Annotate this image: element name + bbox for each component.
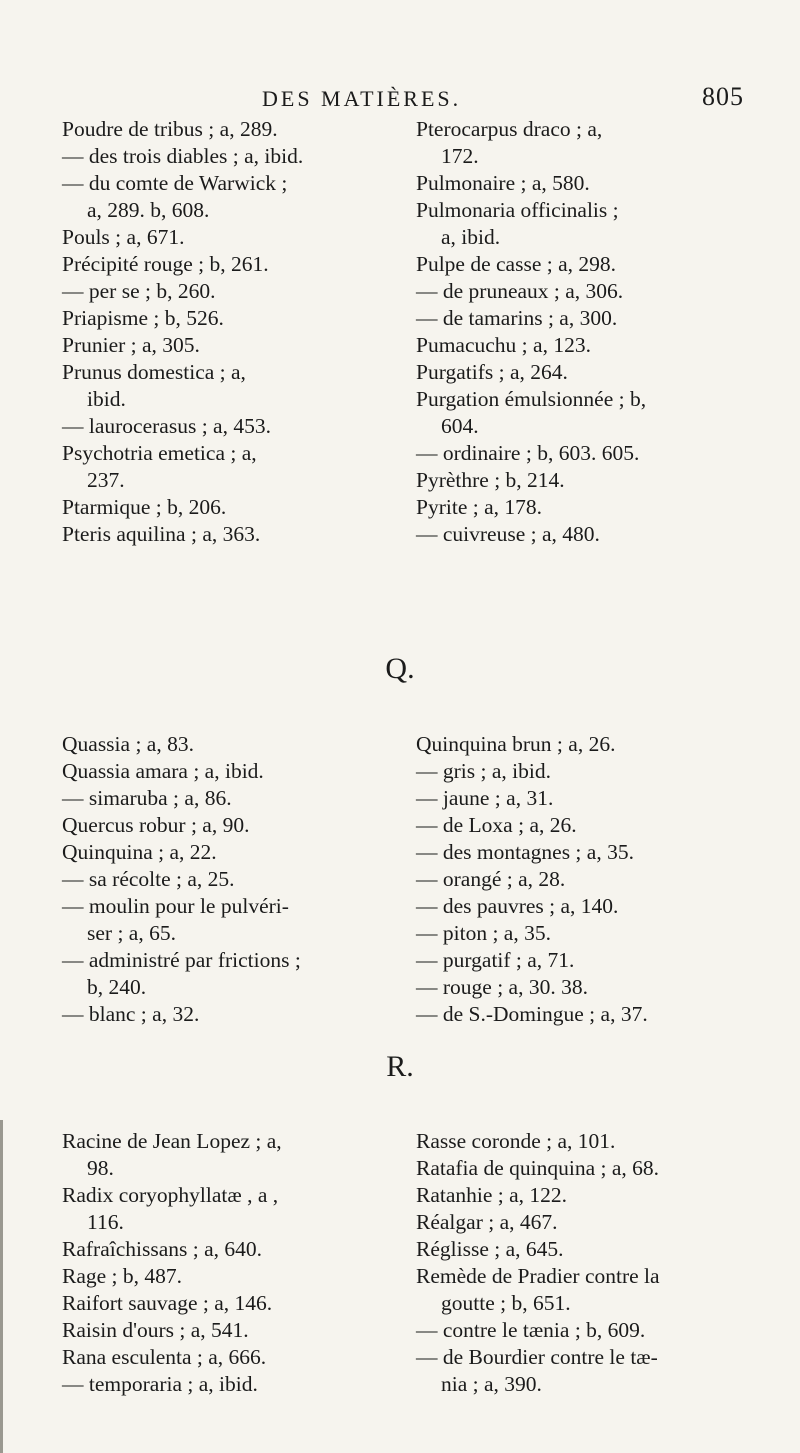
- index-entry: Réglisse ; a, 645.: [416, 1237, 564, 1261]
- index-entry: Ptarmique ; b, 206.: [62, 495, 227, 519]
- section-letter-q: Q.: [385, 652, 415, 685]
- index-entry: Prunus domestica ; a,: [62, 360, 246, 384]
- index-entry: 116.: [87, 1210, 124, 1234]
- index-entry: Quassia amara ; a, ibid.: [62, 759, 264, 783]
- page-edge-shadow: [0, 1120, 3, 1453]
- index-entry: — blanc ; a, 32.: [62, 1002, 200, 1026]
- index-entry: Ratafia de quinquina ; a, 68.: [416, 1156, 659, 1180]
- index-entry: Raisin d'ours ; a, 541.: [62, 1318, 249, 1342]
- index-entry: Ratanhie ; a, 122.: [416, 1183, 568, 1207]
- index-entry: — des montagnes ; a, 35.: [416, 840, 634, 864]
- index-entry: Pulmonaire ; a, 580.: [416, 171, 590, 195]
- index-entry: ibid.: [87, 387, 126, 411]
- page-header: [0, 82, 800, 120]
- index-entry: nia ; a, 390.: [441, 1372, 542, 1396]
- index-column-right-q: [416, 731, 648, 1028]
- index-entry: 98.: [87, 1156, 114, 1180]
- index-column-left-q: [62, 731, 301, 1028]
- index-entry: — de Bourdier contre le tæ-: [416, 1345, 658, 1369]
- index-entry: Quercus robur ; a, 90.: [62, 813, 250, 837]
- index-entry: — ordinaire ; b, 603. 605.: [416, 441, 640, 465]
- section-letter-r: R.: [386, 1050, 414, 1083]
- index-entry: — administré par frictions ;: [62, 948, 301, 972]
- index-column-right-r: [416, 1128, 660, 1398]
- index-entry: Purgation émulsionnée ; b,: [416, 387, 647, 411]
- index-entry: 237.: [87, 468, 125, 492]
- index-entry: Pyrite ; a, 178.: [416, 495, 542, 519]
- index-column-right-p: [416, 116, 646, 548]
- index-entry: Priapisme ; b, 526.: [62, 306, 224, 330]
- index-entry: Psychotria emetica ; a,: [62, 441, 257, 465]
- index-entry: — jaune ; a, 31.: [416, 786, 554, 810]
- index-entry: — des trois diables ; a, ibid.: [62, 144, 304, 168]
- index-entry: — contre le tænia ; b, 609.: [416, 1318, 646, 1342]
- index-entry: — gris ; a, ibid.: [416, 759, 551, 783]
- index-entry: Rafraîchissans ; a, 640.: [62, 1237, 263, 1261]
- index-column-left-p: [62, 116, 303, 548]
- index-entry: — temporaria ; a, ibid.: [62, 1372, 258, 1396]
- index-entry: — laurocerasus ; a, 453.: [62, 414, 271, 438]
- index-entry: 604.: [441, 414, 479, 438]
- index-entry: — sa récolte ; a, 25.: [62, 867, 235, 891]
- index-entry: Pumacuchu ; a, 123.: [416, 333, 591, 357]
- index-column-left-r: [62, 1128, 282, 1398]
- index-entry: Quassia ; a, 83.: [62, 732, 194, 756]
- index-entry: — de S.-Domingue ; a, 37.: [416, 1002, 648, 1026]
- index-entry: Pteris aquilina ; a, 363.: [62, 522, 261, 546]
- index-entry: — purgatif ; a, 71.: [416, 948, 575, 972]
- index-entry: — cuivreuse ; a, 480.: [416, 522, 600, 546]
- index-entry: Pulpe de casse ; a, 298.: [416, 252, 617, 276]
- index-entry: goutte ; b, 651.: [441, 1291, 571, 1315]
- index-entry: Pyrèthre ; b, 214.: [416, 468, 565, 492]
- running-title: DES MATIÈRES.: [262, 86, 462, 111]
- index-entry: Précipité rouge ; b, 261.: [62, 252, 269, 276]
- index-entry: Rana esculenta ; a, 666.: [62, 1345, 267, 1369]
- page-number: 805: [702, 82, 744, 111]
- index-entry: — orangé ; a, 28.: [416, 867, 566, 891]
- index-entry: Rasse coronde ; a, 101.: [416, 1129, 616, 1153]
- index-entry: — moulin pour le pulvéri-: [62, 894, 289, 918]
- index-entry: — piton ; a, 35.: [416, 921, 551, 945]
- index-entry: 172.: [441, 144, 479, 168]
- index-entry: Raifort sauvage ; a, 146.: [62, 1291, 273, 1315]
- index-entry: — rouge ; a, 30. 38.: [416, 975, 588, 999]
- index-entry: — per se ; b, 260.: [62, 279, 216, 303]
- index-entry: — du comte de Warwick ;: [62, 171, 288, 195]
- index-entry: ser ; a, 65.: [87, 921, 176, 945]
- index-entry: b, 240.: [87, 975, 147, 999]
- index-entry: a, 289. b, 608.: [87, 198, 210, 222]
- index-entry: Prunier ; a, 305.: [62, 333, 200, 357]
- index-entry: Réalgar ; a, 467.: [416, 1210, 558, 1234]
- index-entry: Racine de Jean Lopez ; a,: [62, 1129, 282, 1153]
- index-entry: Purgatifs ; a, 264.: [416, 360, 568, 384]
- index-entry: Quinquina brun ; a, 26.: [416, 732, 616, 756]
- index-entry: Quinquina ; a, 22.: [62, 840, 217, 864]
- index-entry: — des pauvres ; a, 140.: [416, 894, 619, 918]
- index-entry: Pouls ; a, 671.: [62, 225, 185, 249]
- index-entry: Pulmonaria officinalis ;: [416, 198, 619, 222]
- index-entry: Radix coryophyllatæ , a ,: [62, 1183, 279, 1207]
- index-entry: — de tamarins ; a, 300.: [416, 306, 618, 330]
- index-entry: — de pruneaux ; a, 306.: [416, 279, 624, 303]
- index-entry: Rage ; b, 487.: [62, 1264, 183, 1288]
- index-entry: — simaruba ; a, 86.: [62, 786, 232, 810]
- index-entry: a, ibid.: [441, 225, 501, 249]
- index-entry: Poudre de tribus ; a, 289.: [62, 117, 278, 141]
- index-entry: Remède de Pradier contre la: [416, 1264, 660, 1288]
- index-entry: Pterocarpus draco ; a,: [416, 117, 603, 141]
- index-entry: — de Loxa ; a, 26.: [416, 813, 577, 837]
